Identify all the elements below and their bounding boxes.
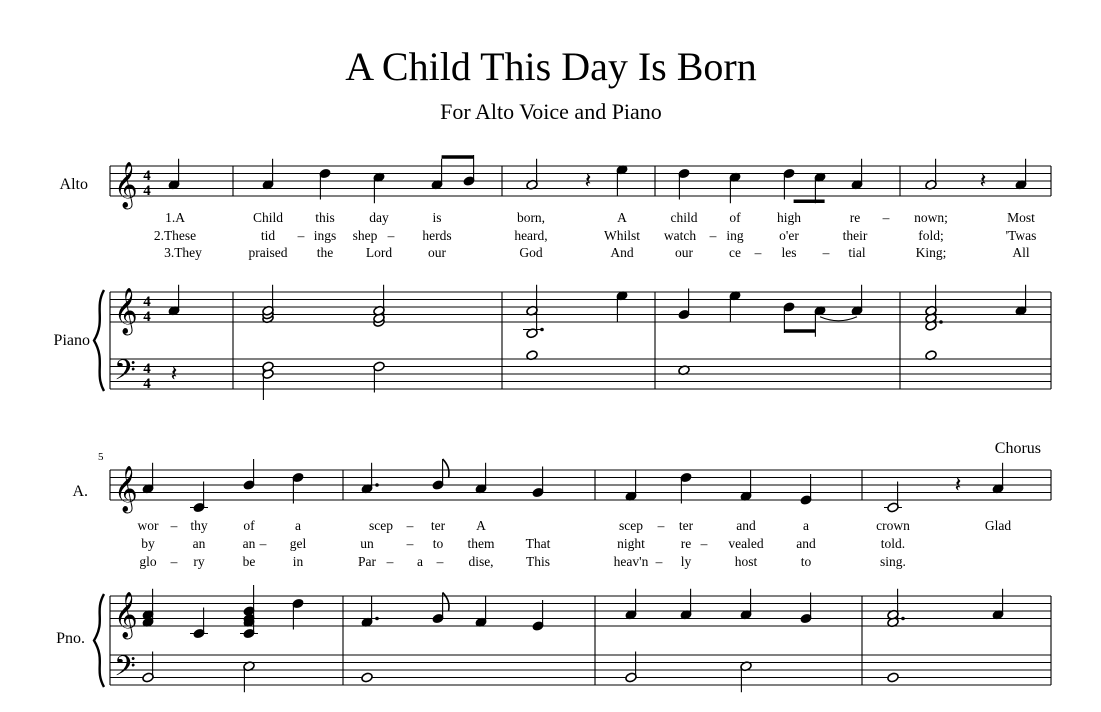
lyric-verse-3: Lord xyxy=(365,245,393,260)
lyric-verse-2: their xyxy=(842,228,868,243)
lyric-verse-2: 'Twas xyxy=(1005,228,1037,243)
lyric-verse-3: to xyxy=(800,554,812,569)
lyric-verse-2: 2.These xyxy=(153,228,197,243)
lyric-verse-2: tid xyxy=(260,228,276,243)
lyric-verse-1: – xyxy=(406,518,414,533)
lyric-verse-1: crown xyxy=(876,518,910,533)
lyric-verse-1: – xyxy=(657,518,665,533)
lyric-verse-3: This xyxy=(525,554,551,569)
lyric-verse-2: – xyxy=(406,536,414,551)
lyric-verse-2: ing xyxy=(726,228,744,243)
lyric-verse-2: That xyxy=(525,536,551,551)
lyric-verse-3: – xyxy=(655,554,663,569)
lyric-verse-1: Child xyxy=(252,210,284,225)
time-signature-denominator: 4 xyxy=(143,309,151,325)
lyric-verse-3: And xyxy=(610,245,634,260)
chorus-label: Chorus xyxy=(994,440,1041,457)
score-title: A Child This Day Is Born xyxy=(345,44,757,89)
lyric-verse-3: ce xyxy=(729,245,741,260)
lyric-verse-1: child xyxy=(670,210,698,225)
lyric-verse-3: sing. xyxy=(880,554,906,569)
lyric-verse-3: – xyxy=(386,554,394,569)
lyric-verse-2: re xyxy=(680,536,692,551)
time-signature-numerator: 4 xyxy=(143,361,151,377)
score-subtitle: For Alto Voice and Piano xyxy=(440,99,662,124)
lyric-verse-1: A xyxy=(617,210,627,225)
lyric-verse-1: and xyxy=(736,518,756,533)
lyric-verse-2: told. xyxy=(880,536,906,551)
quarter-rest: 𝄽 xyxy=(170,361,178,386)
lyric-verse-3: King; xyxy=(915,245,947,260)
note-flag xyxy=(443,459,449,477)
treble-clef-icon: 𝄞 xyxy=(114,162,138,207)
lyric-verse-1: nown; xyxy=(914,210,948,225)
lyric-verse-2: and xyxy=(796,536,816,551)
lyric-verse-2: un xyxy=(360,536,374,551)
lyric-verse-1: scep xyxy=(369,518,393,533)
lyric-verse-1: Glad xyxy=(984,518,1012,533)
quarter-rest: 𝄽 xyxy=(979,168,987,193)
lyric-verse-2: them xyxy=(467,536,495,551)
lyric-verse-2: o'er xyxy=(779,228,799,243)
lyric-verse-3: Par xyxy=(358,554,376,569)
brace xyxy=(94,594,104,687)
lyric-verse-3: God xyxy=(519,245,543,260)
lyric-verse-3: glo xyxy=(139,554,157,569)
lyric-verse-2: watch xyxy=(663,228,697,243)
bass-clef-icon: 𝄢 xyxy=(114,652,136,689)
lyric-verse-1: scep xyxy=(619,518,643,533)
alto-instrument-label: Alto xyxy=(59,176,88,193)
lyric-verse-2: – xyxy=(297,228,305,243)
lyric-verse-1: A xyxy=(476,518,486,533)
lyric-verse-2: herds xyxy=(422,228,452,243)
lyric-verse-1: is xyxy=(432,210,442,225)
piano-braces xyxy=(94,290,104,687)
hollow-notehead xyxy=(361,672,373,683)
brace xyxy=(94,290,104,391)
lyric-verse-3: our xyxy=(428,245,446,260)
quarter-rest: 𝄽 xyxy=(584,168,592,193)
lyric-verse-1: this xyxy=(315,210,335,225)
lyric-verse-1: re xyxy=(849,210,861,225)
lyric-verse-2: ings xyxy=(313,228,337,243)
lyric-verse-2: an xyxy=(242,536,256,551)
note-flag xyxy=(443,593,449,611)
lyric-verse-2: heard, xyxy=(514,228,548,243)
lyric-verse-2: to xyxy=(432,536,444,551)
bass-clef-icon: 𝄢 xyxy=(114,356,136,393)
piano-short-label: Pno. xyxy=(56,630,85,647)
dot xyxy=(939,320,943,324)
dot xyxy=(375,483,379,487)
lyric-verse-1: a xyxy=(803,518,809,533)
lyric-verse-2: – xyxy=(259,536,267,551)
treble-clef-icon: 𝄞 xyxy=(114,592,138,637)
lyric-verse-2: vealed xyxy=(728,536,764,551)
lyric-verse-3: – xyxy=(170,554,178,569)
lyric-verse-2: – xyxy=(709,228,717,243)
lyric-verse-3: ly xyxy=(680,554,692,569)
lyric-verse-2: gel xyxy=(289,536,307,551)
lyric-verse-1: thy xyxy=(190,518,208,533)
lyric-verse-1: a xyxy=(295,518,301,533)
lyric-verse-2: night xyxy=(617,536,645,551)
time-signatures xyxy=(143,168,151,392)
lyric-verse-2: Whilst xyxy=(604,228,640,243)
dot xyxy=(375,617,379,621)
time-signature-numerator: 4 xyxy=(143,294,151,310)
lyric-verse-2: – xyxy=(387,228,395,243)
quarter-rest: 𝄽 xyxy=(954,472,962,497)
lyric-verse-3: ry xyxy=(193,554,205,569)
lyric-verse-1: – xyxy=(170,518,178,533)
treble-clef-icon: 𝄞 xyxy=(114,288,138,333)
lyric-verse-3: 3.They xyxy=(164,245,202,260)
lyric-verse-3: les xyxy=(781,245,797,260)
lyric-verse-1: high xyxy=(776,210,802,225)
lyric-verse-1: born, xyxy=(516,210,546,225)
dot xyxy=(901,617,905,621)
lyric-verse-3: dise, xyxy=(468,554,494,569)
lyric-verse-2: an xyxy=(192,536,206,551)
lyric-verse-3: – xyxy=(822,245,830,260)
alto-short-label: A. xyxy=(72,483,88,500)
lyric-verse-3: praised xyxy=(248,245,288,260)
lyric-verse-1: of xyxy=(729,210,741,225)
lyric-verse-2: shep xyxy=(352,228,378,243)
tie xyxy=(820,317,857,321)
lyric-verse-3: the xyxy=(316,245,334,260)
lyric-verse-1: – xyxy=(882,210,890,225)
lyric-verse-1: wor xyxy=(137,518,159,533)
lyric-verse-3: All xyxy=(1012,245,1030,260)
lyric-verse-3: – xyxy=(754,245,762,260)
lyric-verse-1: day xyxy=(369,210,389,225)
lyric-verse-3: a xyxy=(417,554,423,569)
lyric-verse-3: host xyxy=(734,554,758,569)
lyric-verse-2: fold; xyxy=(918,228,944,243)
lyric-verse-3: in xyxy=(292,554,304,569)
lyric-verse-3: tial xyxy=(848,245,866,260)
lyric-verse-2: by xyxy=(141,536,155,551)
lyric-verse-3: heav'n xyxy=(613,554,649,569)
time-signature-denominator: 4 xyxy=(143,183,151,199)
time-signature-denominator: 4 xyxy=(143,376,151,392)
lyric-verse-1: 1.A xyxy=(165,210,185,225)
lyric-verse-2: – xyxy=(700,536,708,551)
lyric-verse-3: our xyxy=(675,245,693,260)
lyric-verse-1: Most xyxy=(1007,210,1035,225)
lyric-verse-1: of xyxy=(243,518,255,533)
time-signature-numerator: 4 xyxy=(143,168,151,184)
clefs xyxy=(114,162,138,689)
piano-instrument-label: Piano xyxy=(53,332,90,349)
dot xyxy=(540,328,544,332)
measure-number-5: 5 xyxy=(98,451,104,463)
lyric-verse-3: – xyxy=(436,554,444,569)
lyric-verse-3: be xyxy=(242,554,256,569)
lyric-verse-1: ter xyxy=(430,518,446,533)
treble-clef-icon: 𝄞 xyxy=(114,466,138,511)
lyric-verse-1: ter xyxy=(678,518,694,533)
hollow-notehead xyxy=(887,672,899,683)
